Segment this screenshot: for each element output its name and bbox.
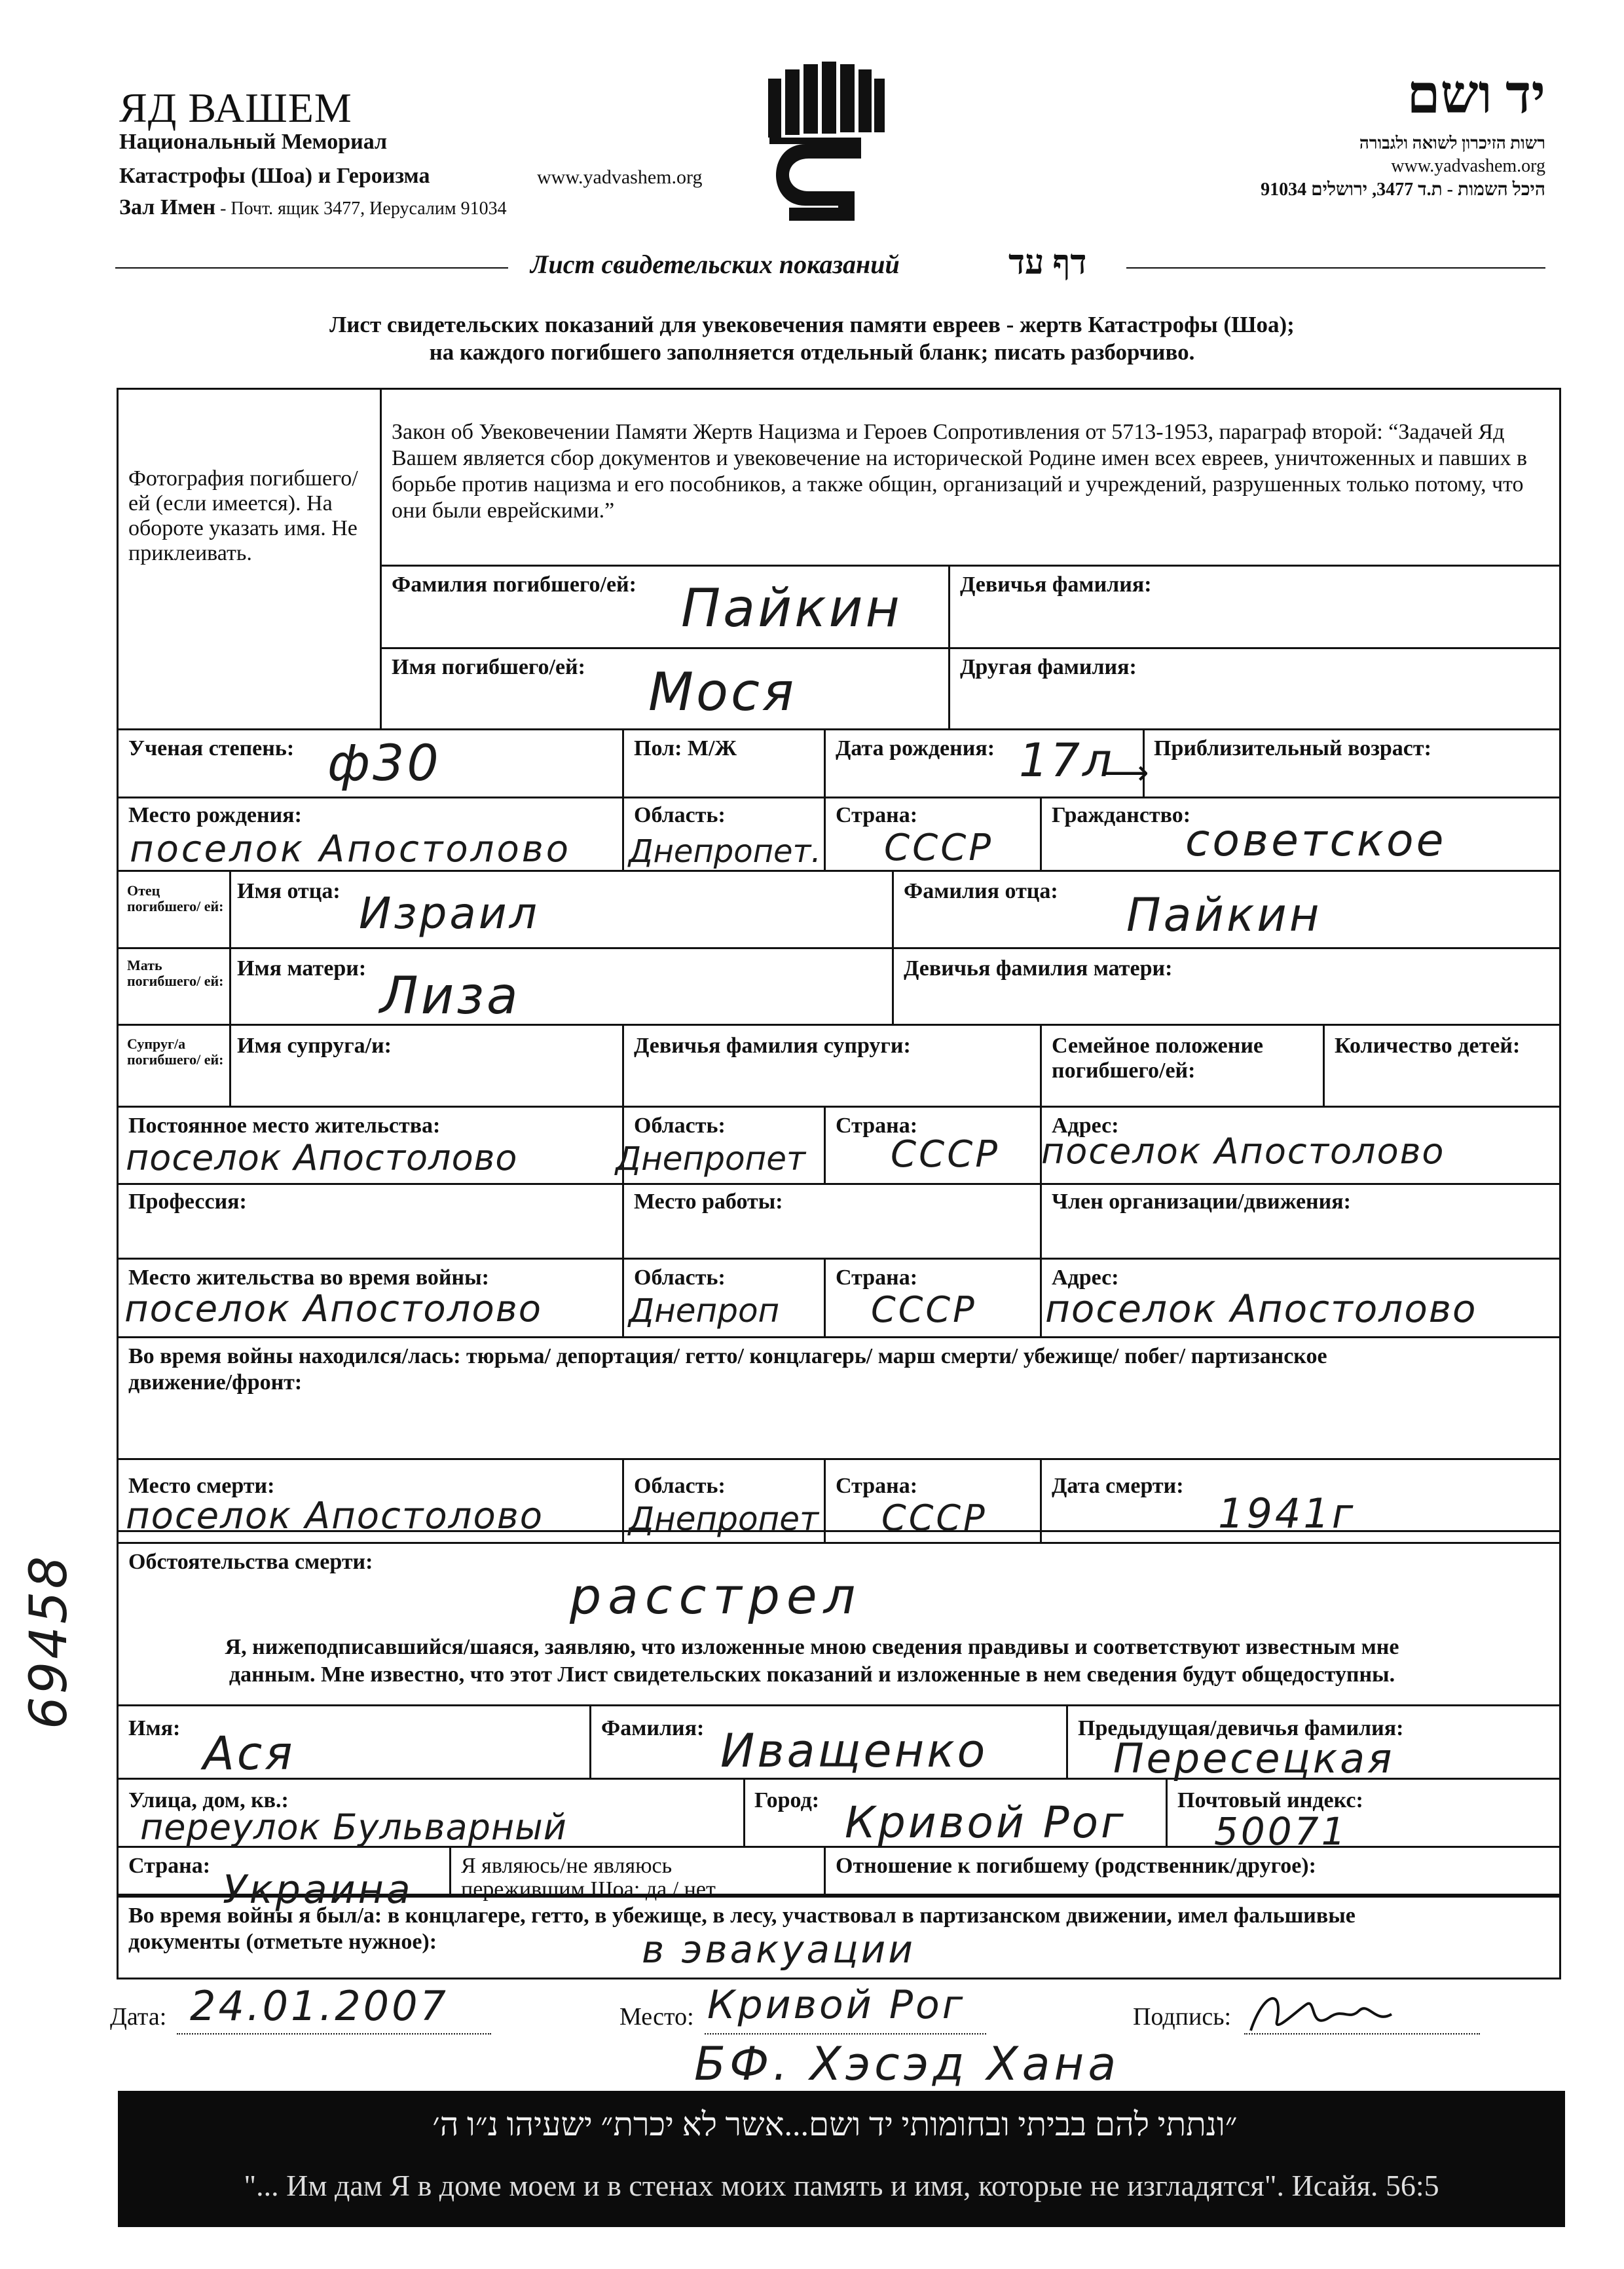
residence-address-value[interactable]: поселок Апостолово xyxy=(1041,1131,1445,1172)
circumstances-label: Обстоятельства смерти: xyxy=(128,1550,373,1574)
he-line-1: רשות הזיכרון לשואה ולגבורה xyxy=(1359,134,1545,153)
logo-bar-1 xyxy=(768,79,781,138)
submitter-name-value[interactable]: Ася xyxy=(203,1727,295,1780)
rule xyxy=(117,1106,1561,1108)
father-surname-value[interactable]: Пайкин xyxy=(1126,888,1322,942)
rule xyxy=(117,797,1561,798)
war-region-value[interactable]: Днепроп xyxy=(629,1292,780,1330)
rule xyxy=(1166,1778,1168,1846)
he-line-3: היכל השמות - ת.ד 3477, ירושלים 91034 xyxy=(1261,179,1545,200)
date-underline xyxy=(177,2033,491,2035)
survivor-label-1: Я являюсь/не являюсь xyxy=(461,1854,673,1878)
residence-label: Постоянное место жительства: xyxy=(128,1114,441,1138)
hall-line xyxy=(119,195,507,220)
logo-bar-6 xyxy=(858,69,872,132)
form-subtitle-1: Лист свидетельских показаний для увековечения памяти евреев - жертв Катастрофы (Шоа); xyxy=(329,312,1295,337)
birth-country-value[interactable]: СССР xyxy=(884,827,994,869)
rule xyxy=(380,647,1561,649)
citizenship-label: Гражданство: xyxy=(1052,803,1191,827)
spouse-maiden-label: Девичья фамилия супруги: xyxy=(634,1034,911,1058)
quote-russian: "... Им дам Я в доме моем и в стенах моих память и имя, которые не изгладятся". Исайя. 56:5 xyxy=(244,2169,1439,2202)
war-address-label: Адрес: xyxy=(1052,1266,1119,1290)
logo-bar-7 xyxy=(874,79,885,132)
org-stamp-note: БФ. Хэсэд Хана xyxy=(694,2037,1120,2091)
firstname-label: Имя погибшего/ей: xyxy=(392,655,585,679)
rule xyxy=(1040,797,1042,870)
membership-label: Член организации/движения: xyxy=(1052,1190,1351,1214)
city-label: Город: xyxy=(754,1788,820,1812)
logo-bar-3 xyxy=(803,64,818,134)
rule xyxy=(892,870,894,1024)
date-label: Дата: xyxy=(110,2003,167,2031)
quote-hebrew: ״ונתתי להם בביתי ובחומותי יד ושם...אשר לא יכרת״ ישעיהו נ״ו ה׳ xyxy=(432,2106,1238,2143)
rule xyxy=(622,1258,624,1336)
mother-side-label: Мать погибшего/ ей: xyxy=(127,957,224,989)
workplace-label: Место работы: xyxy=(634,1190,783,1214)
rule xyxy=(380,565,1561,567)
sex-label: Пол: М/Ж xyxy=(634,736,737,760)
birthdate-value[interactable]: 17л xyxy=(1019,734,1115,787)
father-side-label: Отец погибшего/ ей: xyxy=(127,882,224,914)
citizenship-value[interactable]: советское xyxy=(1185,815,1447,867)
rule xyxy=(117,947,1561,949)
rule xyxy=(1040,1458,1042,1542)
other-surname-label: Другая фамилия: xyxy=(960,655,1137,679)
degree-value[interactable]: ф30 xyxy=(327,734,441,792)
father-name-value[interactable]: Израил xyxy=(359,888,540,939)
residence-country-label: Страна: xyxy=(836,1114,918,1138)
rule xyxy=(589,1704,591,1778)
submitter-prev-label: Предыдущая/девичья фамилия: xyxy=(1078,1716,1404,1740)
mother-maiden-label: Девичья фамилия матери: xyxy=(904,956,1173,981)
birth-region-label: Область: xyxy=(634,803,726,827)
memorial-line-1: Национальный Мемориал xyxy=(119,130,388,154)
declaration-line-2: данным. Мне известно, что этот Лист свидетельских показаний и изложенные в нем сведения будут общедоступны. xyxy=(229,1662,1395,1687)
death-place-label: Место смерти: xyxy=(128,1474,275,1498)
street-value[interactable]: переулок Бульварный xyxy=(140,1807,567,1848)
photo-instructions: Фотография погибшего/ей (если имеется). На обороте указать имя. Не приклеивать. xyxy=(128,466,358,565)
logo-bar-2 xyxy=(785,69,800,135)
mother-name-value[interactable]: Лиза xyxy=(380,967,521,1026)
place-value[interactable]: Кривой Рог xyxy=(707,1982,966,2028)
form-title-he: דף עד xyxy=(1008,244,1087,282)
war-country-label: Страна: xyxy=(836,1266,918,1290)
rule xyxy=(824,1458,826,1542)
zip-label: Почтовый индекс: xyxy=(1177,1788,1363,1812)
law-text: Закон об Увековечении Памяти Жертв Нацизма и Героев Сопротивления от 5713-1953, параграф второй: “Задачей Яд Вашем является сбор документов и увековечение на исторической Родине имен всех евреев, уничтоженных и павших в борьбе против нацизма и его пособников, а также общин, организаций и учреждений, разрушенных только потому, что они были еврейскими.” xyxy=(392,420,1528,523)
death-country-value[interactable]: СССР xyxy=(881,1497,987,1539)
logo-swirl xyxy=(769,138,861,221)
submitter-war-value[interactable]: в эвакуации xyxy=(642,1927,915,1972)
rule xyxy=(622,728,624,870)
rule xyxy=(1040,1024,1042,1106)
rule xyxy=(229,870,231,1106)
title-rule-left xyxy=(115,267,508,269)
date-value[interactable]: 24.01.2007 xyxy=(190,1982,449,2030)
war-region-label: Область: xyxy=(634,1266,726,1290)
zip-value[interactable]: 50071 xyxy=(1214,1809,1348,1854)
approx-age-label: Приблизительный возраст: xyxy=(1154,736,1431,760)
submitter-surname-value[interactable]: Иващенко xyxy=(720,1724,988,1778)
birthplace-label: Место рождения: xyxy=(128,803,302,827)
residence-address-label: Адрес: xyxy=(1052,1114,1119,1138)
rule xyxy=(1040,1106,1042,1263)
war-country-value[interactable]: СССР xyxy=(871,1289,977,1330)
rule xyxy=(117,1458,1561,1460)
rule xyxy=(1066,1704,1068,1778)
signature-scribble[interactable] xyxy=(1244,1985,1401,2037)
rule xyxy=(824,1106,826,1183)
war-residence-label: Место жительства во время войны: xyxy=(128,1266,489,1290)
father-name-label: Имя отца: xyxy=(237,879,341,903)
death-region-label: Область: xyxy=(634,1474,726,1498)
hall-address: - Почт. ящик 3477, Иерусалим 91034 xyxy=(215,198,507,219)
residence-region-value[interactable]: Днепропет xyxy=(616,1140,806,1178)
submitter-war-line-2: документы (отметьте нужное): xyxy=(128,1930,437,1954)
org-name-ru: ЯД ВАШЕМ xyxy=(119,84,352,131)
submitter-prev-value[interactable]: Пересецкая xyxy=(1113,1735,1395,1782)
website-ru: www.yadvashem.org xyxy=(537,166,703,188)
rule xyxy=(449,1846,451,1896)
memorial-line-2: Катастрофы (Шоа) и Героизма xyxy=(119,164,430,188)
submitter-name-label: Имя: xyxy=(128,1716,181,1740)
submitter-country-label: Страна: xyxy=(128,1854,211,1878)
residence-country-value[interactable]: СССР xyxy=(891,1133,1001,1176)
marital-status-label: Семейное положение погибшего/ей: xyxy=(1052,1034,1264,1083)
he-line-2: www.yadvashem.org xyxy=(1391,156,1545,176)
death-country-label: Страна: xyxy=(836,1474,918,1498)
rule xyxy=(622,1106,624,1263)
place-label: Место: xyxy=(619,2003,694,2031)
rule xyxy=(1040,1258,1042,1336)
spouse-side-label: Супруг/а погибшего/ ей: xyxy=(127,1036,224,1068)
war-address-value[interactable]: поселок Апостолово xyxy=(1045,1286,1477,1331)
birthplace-value[interactable]: поселок Апостолово xyxy=(130,828,571,871)
side-registration-number: 69458 xyxy=(20,1553,79,1729)
city-value[interactable]: Кривой Рог xyxy=(845,1797,1126,1848)
form-title-ru: Лист свидетельских показаний xyxy=(530,250,900,279)
rule xyxy=(948,565,950,728)
rule xyxy=(1323,1024,1325,1106)
rule xyxy=(743,1778,745,1846)
rule xyxy=(117,1024,1561,1026)
rule xyxy=(824,728,826,870)
yad-vashem-logo xyxy=(763,60,887,231)
declaration-line-1: Я, нижеподписавшийся/шаяся, заявляю, что изложенные мною сведения правдивы и соответствуют известным мне xyxy=(225,1635,1399,1659)
form-subtitle-2: на каждого погибшего заполняется отдельный бланк; писать разборчиво. xyxy=(429,339,1195,365)
survivor-label-2[interactable]: пережившим Шоа: да / нет xyxy=(461,1877,716,1902)
logo-bar-5 xyxy=(840,64,855,132)
rule xyxy=(117,728,1561,730)
hall-name: Зал Имен xyxy=(119,195,216,219)
maiden-label: Девичья фамилия: xyxy=(960,572,1152,597)
firstname-value[interactable]: Мося xyxy=(648,662,797,722)
death-place-value[interactable]: поселок Апостолово xyxy=(126,1495,544,1537)
surname-label: Фамилия погибшего/ей: xyxy=(392,572,637,597)
rule xyxy=(117,1704,1561,1706)
birthdate-label: Дата рождения: xyxy=(836,736,995,760)
father-surname-label: Фамилия отца: xyxy=(904,879,1058,903)
submitter-surname-label: Фамилия: xyxy=(601,1716,705,1740)
birth-country-label: Страна: xyxy=(836,803,918,827)
rule xyxy=(117,1258,1561,1260)
birth-region-value[interactable]: Днепропет. xyxy=(629,833,821,870)
death-region-value[interactable]: Днепропет xyxy=(629,1500,819,1538)
death-date-label: Дата смерти: xyxy=(1052,1474,1184,1498)
arrow-right-icon: ⟶ xyxy=(1100,755,1149,792)
submitter-war-line-1: Во время войны я был/а: в концлагере, гетто, в убежище, в лесу, участвовал в партизанском движении, имел фальшивые xyxy=(128,1903,1356,1928)
residence-value[interactable]: поселок Апостолово xyxy=(126,1137,518,1178)
title-rule-right xyxy=(1126,267,1545,269)
org-name-he: יד ושם xyxy=(1407,65,1545,124)
submitter-country-value[interactable]: Украина xyxy=(223,1867,413,1913)
signature-label: Подпись: xyxy=(1133,2003,1232,2031)
place-underline xyxy=(705,2033,986,2035)
rule xyxy=(824,1846,826,1896)
rule xyxy=(824,1258,826,1336)
children-count-label: Количество детей: xyxy=(1335,1034,1521,1058)
surname-value[interactable]: Пайкин xyxy=(681,578,902,639)
spouse-name-label: Имя супруга/и: xyxy=(237,1034,392,1058)
profession-label: Профессия: xyxy=(128,1190,247,1214)
mother-name-label: Имя матери: xyxy=(237,956,367,981)
war-status-line-1: Во время войны находился/лась: тюрьма/ депортация/ гетто/ концлагерь/ марш смерти/ убежище/ побег/ партизанское xyxy=(128,1344,1327,1368)
rule xyxy=(117,1183,1561,1185)
war-residence-value[interactable]: поселок Апостолово xyxy=(124,1288,542,1330)
street-label: Улица, дом, кв.: xyxy=(128,1788,289,1812)
residence-region-label: Область: xyxy=(634,1114,726,1138)
war-status-line-2: движение/фронт: xyxy=(128,1370,303,1395)
rule xyxy=(117,1336,1561,1338)
death-date-value[interactable]: 1941г xyxy=(1218,1490,1356,1537)
rule xyxy=(117,1542,1561,1544)
rule xyxy=(622,1458,624,1542)
degree-label: Ученая степень: xyxy=(128,736,295,760)
circumstances-value[interactable]: расстрел xyxy=(570,1567,862,1625)
logo-bar-4 xyxy=(822,62,836,134)
rule xyxy=(622,1024,624,1106)
rule xyxy=(380,388,382,728)
relation-label: Отношение к погибшему (родственник/другое): xyxy=(836,1854,1316,1878)
